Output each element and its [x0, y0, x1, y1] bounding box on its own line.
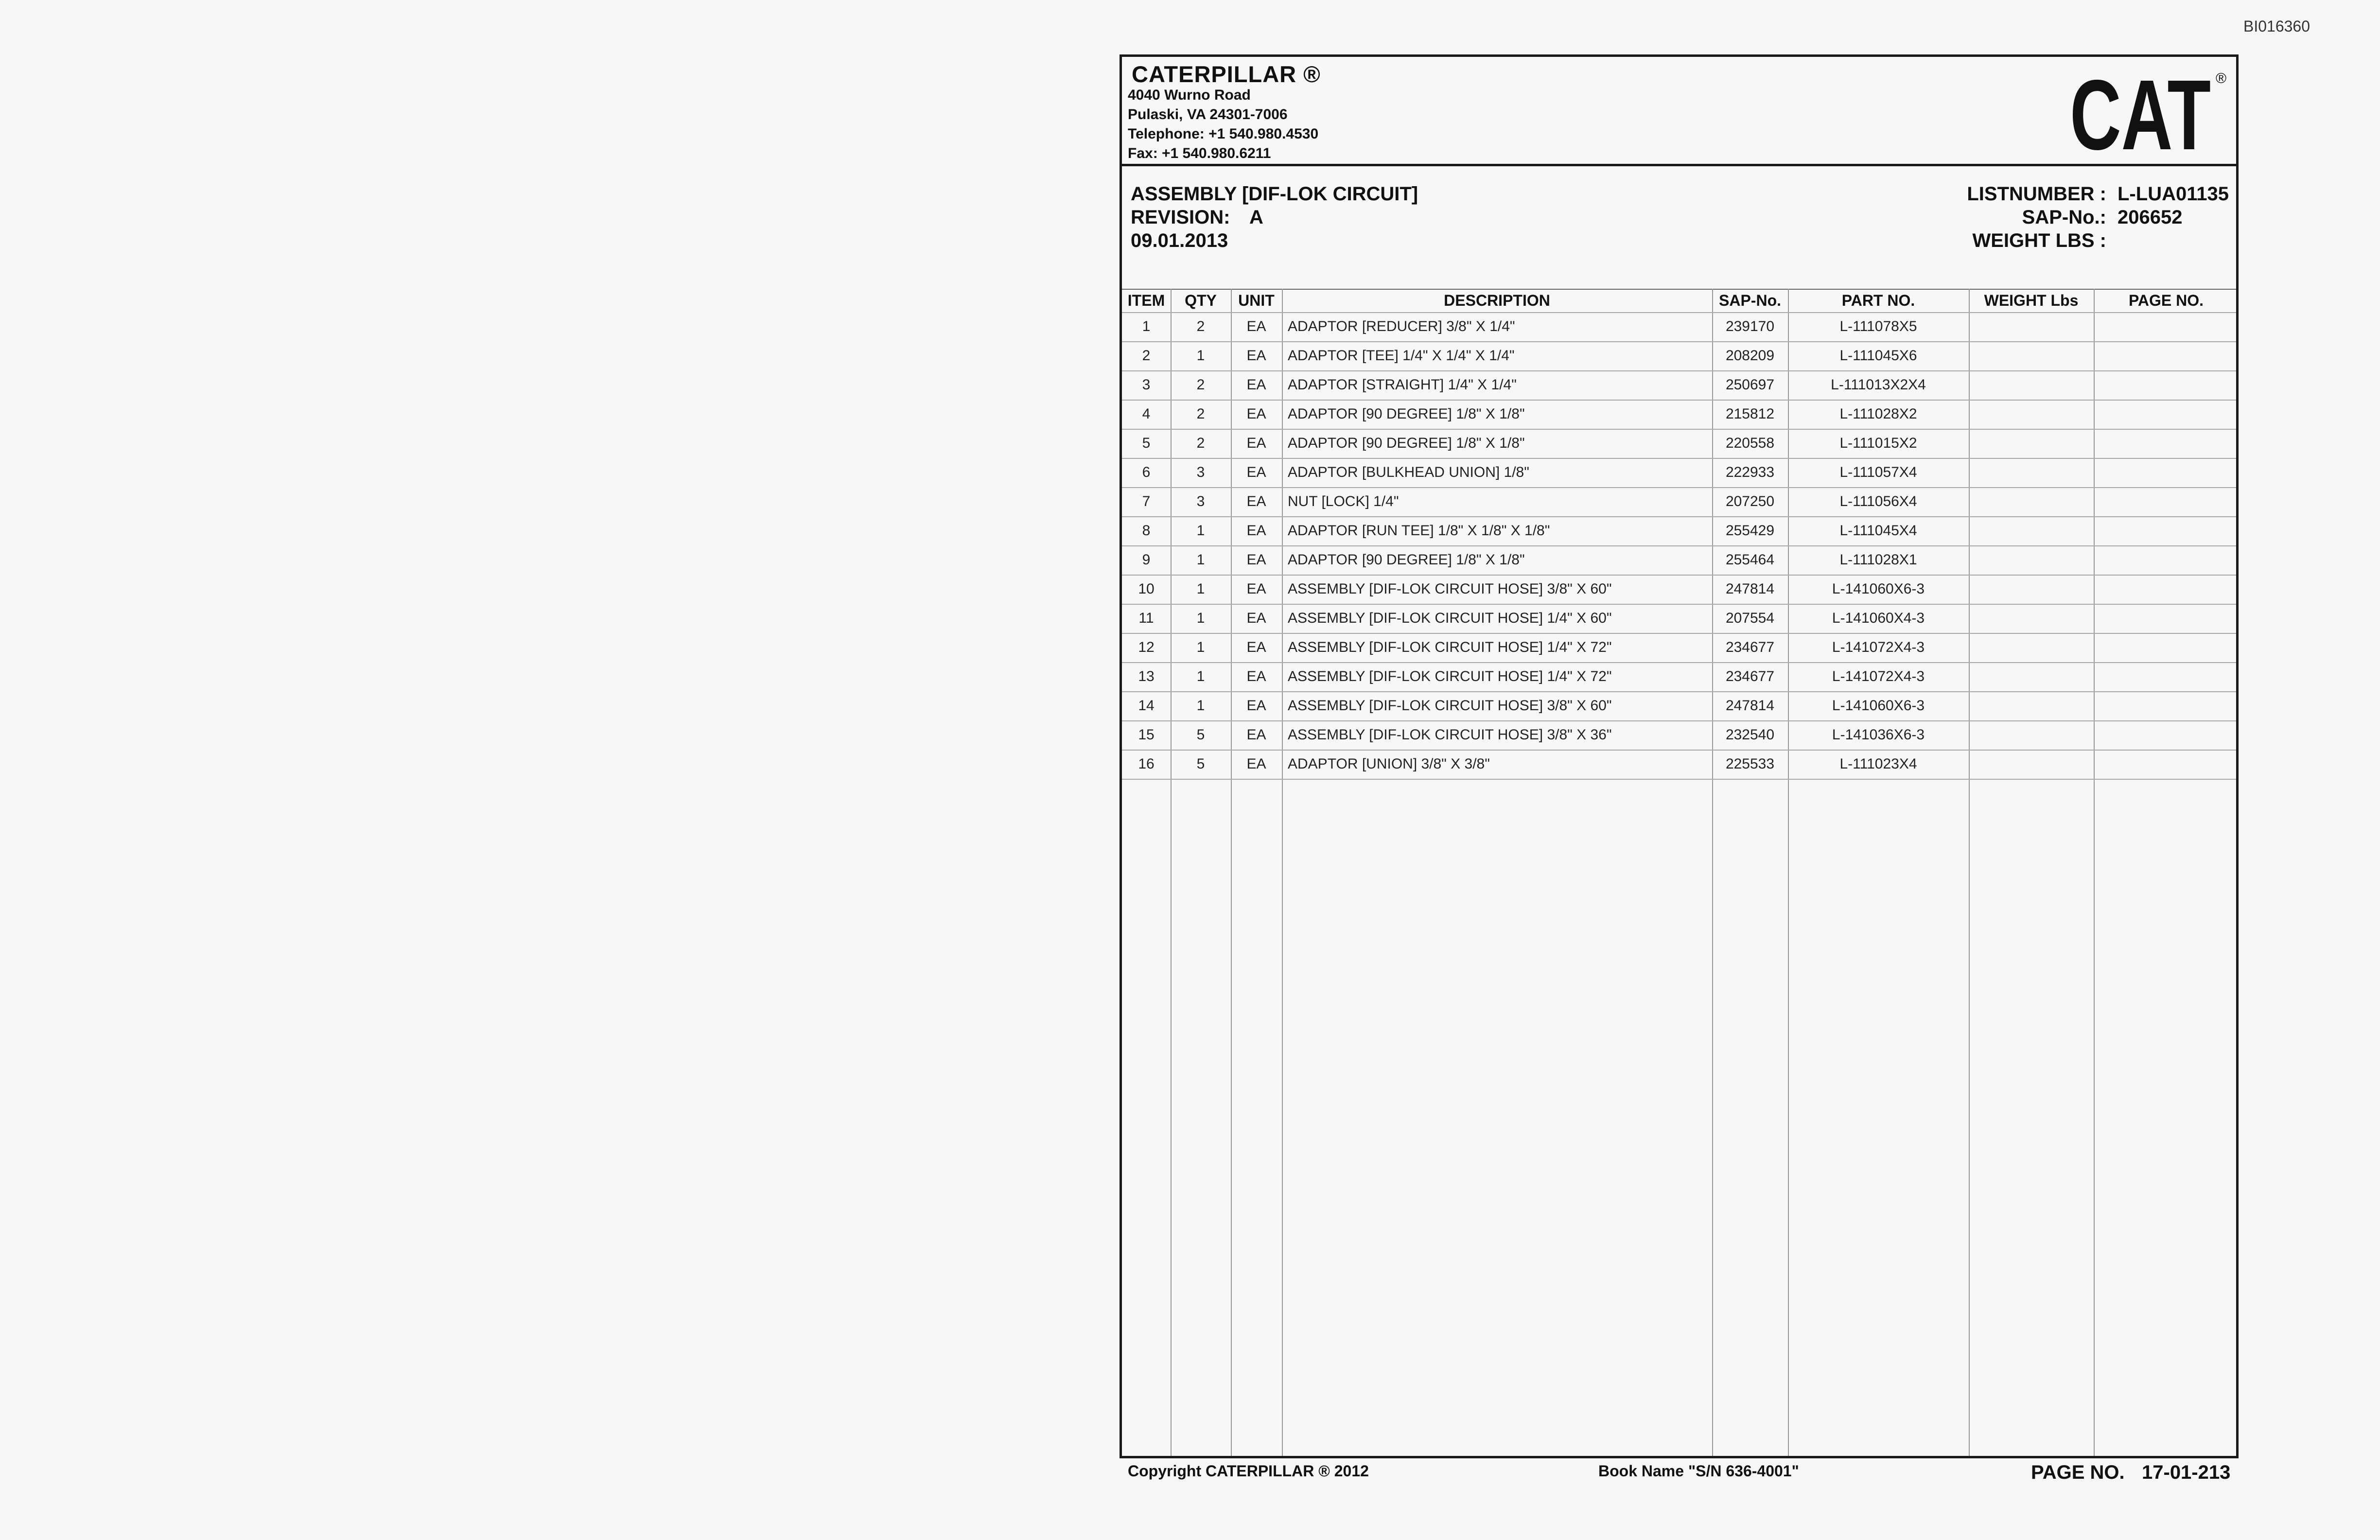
unit-cell: EA — [1246, 639, 1266, 655]
description-cell: ADAPTOR [REDUCER] 3/8" X 1/4" — [1288, 318, 1515, 334]
item-cell: 16 — [1138, 756, 1155, 772]
sap-no-cell: 215812 — [1725, 406, 1775, 422]
header-sap-no: SAP-No. — [1719, 292, 1781, 309]
unit-cell: EA — [1246, 318, 1266, 334]
item-cell: 10 — [1138, 581, 1155, 597]
description-cell: ASSEMBLY [DIF-LOK CIRCUIT HOSE] 1/4" X 60" — [1288, 610, 1612, 626]
logo-registered-mark: ® — [2216, 70, 2227, 87]
qty-cell: 2 — [1196, 435, 1205, 451]
description-cell: ADAPTOR [TEE] 1/4" X 1/4" X 1/4" — [1288, 348, 1515, 364]
item-cell: 15 — [1138, 727, 1155, 743]
table-row — [1122, 370, 2236, 400]
qty-cell: 1 — [1196, 698, 1205, 714]
description-cell: ADAPTOR [90 DEGREE] 1/8" X 1/8" — [1288, 406, 1525, 422]
unit-cell: EA — [1246, 698, 1266, 714]
sap-no-cell: 220558 — [1725, 435, 1775, 451]
qty-cell: 5 — [1196, 756, 1205, 772]
unit-cell: EA — [1246, 552, 1266, 568]
sap-no-cell: 247814 — [1725, 698, 1775, 714]
sap-no-cell: 234677 — [1725, 639, 1775, 655]
page-number-label: PAGE NO. — [2031, 1462, 2125, 1483]
sap-no-cell: 250697 — [1725, 377, 1775, 393]
address-line: Pulaski, VA 24301-7006 — [1128, 106, 1288, 122]
document-date: 09.01.2013 — [1131, 230, 1228, 251]
sap-label: SAP-No.: — [2022, 207, 2106, 228]
item-cell: 5 — [1142, 435, 1151, 451]
qty-cell: 1 — [1196, 348, 1205, 364]
table-row — [1122, 720, 2236, 750]
part-no-cell: L-111013X2X4 — [1831, 377, 1926, 393]
description-cell: ASSEMBLY [DIF-LOK CIRCUIT HOSE] 3/8" X 60" — [1288, 581, 1612, 597]
parts-table — [1122, 289, 2236, 1456]
unit-cell: EA — [1246, 348, 1266, 364]
sap-no-cell: 255464 — [1725, 552, 1775, 568]
item-cell: 8 — [1142, 523, 1151, 539]
table-row — [1122, 545, 2236, 575]
item-cell: 1 — [1142, 318, 1151, 334]
item-cell: 11 — [1138, 610, 1154, 626]
listnumber-value: L-LUA01135 — [2118, 183, 2229, 205]
header-qty: QTY — [1185, 292, 1217, 309]
unit-cell: EA — [1246, 493, 1266, 509]
table-row — [1122, 429, 2236, 458]
company-header — [1122, 57, 2236, 166]
telephone-line: Telephone: +1 540.980.4530 — [1128, 126, 1319, 142]
item-cell: 12 — [1138, 639, 1155, 655]
qty-cell: 1 — [1196, 639, 1205, 655]
listnumber-label: LISTNUMBER : — [1967, 183, 2106, 205]
assembly-title: ASSEMBLY [DIF-LOK CIRCUIT] — [1131, 183, 1418, 205]
table-row — [1122, 662, 2236, 691]
sap-no-cell: 247814 — [1725, 581, 1775, 597]
table-row — [1122, 691, 2236, 720]
book-name: Book Name "S/N 636-4001" — [1598, 1462, 1799, 1480]
part-no-cell: L-111056X4 — [1839, 493, 1917, 509]
description-cell: ADAPTOR [UNION] 3/8" X 3/8" — [1288, 756, 1490, 772]
part-no-cell: L-141036X6-3 — [1832, 727, 1925, 743]
revision-label: REVISION: — [1131, 207, 1230, 228]
page-number-value: 17-01-213 — [2142, 1462, 2231, 1483]
item-cell: 3 — [1142, 377, 1151, 393]
header-weight: WEIGHT Lbs — [1984, 292, 2079, 309]
cat-logo — [2070, 67, 2230, 159]
header-page-no: PAGE NO. — [2128, 292, 2204, 309]
part-no-cell: L-141060X6-3 — [1832, 581, 1925, 597]
table-row — [1122, 633, 2236, 662]
qty-cell: 1 — [1196, 610, 1205, 626]
weight-label: WEIGHT LBS : — [1972, 230, 2106, 251]
cat-logo-text: CAT — [2070, 67, 2211, 159]
description-cell: NUT [LOCK] 1/4" — [1288, 493, 1399, 509]
part-no-cell: L-111045X6 — [1839, 348, 1917, 364]
item-cell: 9 — [1142, 552, 1151, 568]
part-no-cell: L-141060X6-3 — [1832, 698, 1925, 714]
part-no-cell: L-111028X2 — [1839, 406, 1917, 422]
sap-no-cell: 207554 — [1725, 610, 1775, 626]
qty-cell: 3 — [1196, 493, 1205, 509]
revision-value: A — [1249, 207, 1263, 228]
qty-cell: 2 — [1196, 377, 1205, 393]
part-no-cell: L-141072X4-3 — [1832, 639, 1925, 655]
sap-no-cell: 234677 — [1725, 668, 1775, 684]
unit-cell: EA — [1246, 435, 1266, 451]
unit-cell: EA — [1246, 464, 1266, 480]
table-row — [1122, 750, 2236, 779]
sap-no-cell: 232540 — [1725, 727, 1775, 743]
sap-value: 206652 — [2118, 207, 2183, 228]
unit-cell: EA — [1246, 668, 1266, 684]
table-row — [1122, 516, 2236, 545]
unit-cell: EA — [1246, 756, 1266, 772]
qty-cell: 3 — [1196, 464, 1205, 480]
qty-cell: 1 — [1196, 668, 1205, 684]
description-cell: ADAPTOR [90 DEGREE] 1/8" X 1/8" — [1288, 435, 1525, 451]
table-row — [1122, 341, 2236, 370]
sap-no-cell: 225533 — [1725, 756, 1775, 772]
parts-list-sheet — [1120, 54, 2239, 1483]
sap-no-cell: 207250 — [1725, 493, 1775, 509]
unit-cell: EA — [1246, 581, 1266, 597]
part-no-cell: L-111023X4 — [1839, 756, 1917, 772]
title-block — [1122, 164, 2236, 289]
description-cell: ASSEMBLY [DIF-LOK CIRCUIT HOSE] 1/4" X 72" — [1288, 639, 1612, 655]
part-no-cell: L-111057X4 — [1839, 464, 1917, 480]
qty-cell: 2 — [1196, 406, 1205, 422]
description-cell: ASSEMBLY [DIF-LOK CIRCUIT HOSE] 3/8" X 60" — [1288, 698, 1612, 714]
qty-cell: 1 — [1196, 581, 1205, 597]
part-no-cell: L-111015X2 — [1839, 435, 1917, 451]
part-no-cell: L-141060X4-3 — [1832, 610, 1925, 626]
sap-no-cell: 239170 — [1725, 318, 1775, 334]
company-name: CATERPILLAR ® — [1132, 61, 1321, 87]
document-id: BI016360 — [2243, 18, 2310, 35]
description-cell: ADAPTOR [RUN TEE] 1/8" X 1/8" X 1/8" — [1288, 523, 1550, 539]
unit-cell: EA — [1246, 610, 1266, 626]
description-cell: ASSEMBLY [DIF-LOK CIRCUIT HOSE] 1/4" X 72" — [1288, 668, 1612, 684]
item-cell: 14 — [1138, 698, 1155, 714]
item-cell: 6 — [1142, 464, 1151, 480]
part-no-cell: L-111045X4 — [1839, 523, 1917, 539]
table-row — [1122, 575, 2236, 604]
unit-cell: EA — [1246, 377, 1266, 393]
table-row — [1122, 400, 2236, 429]
address-line: 4040 Wurno Road — [1128, 87, 1251, 103]
table-row — [1122, 604, 2236, 633]
description-cell: ADAPTOR [STRAIGHT] 1/4" X 1/4" — [1288, 377, 1517, 393]
item-cell: 2 — [1142, 348, 1151, 364]
part-no-cell: L-111028X1 — [1839, 552, 1917, 568]
table-row — [1122, 458, 2236, 487]
table-row — [1122, 312, 2236, 341]
description-cell: ASSEMBLY [DIF-LOK CIRCUIT HOSE] 3/8" X 36" — [1288, 727, 1612, 743]
fax-line: Fax: +1 540.980.6211 — [1128, 145, 1271, 161]
sap-no-cell: 255429 — [1725, 523, 1775, 539]
item-cell: 4 — [1142, 406, 1151, 422]
header-unit: UNIT — [1238, 292, 1275, 309]
unit-cell: EA — [1246, 727, 1266, 743]
header-part-no: PART NO. — [1841, 292, 1915, 309]
header-description: DESCRIPTION — [1444, 292, 1550, 309]
sap-no-cell: 222933 — [1725, 464, 1775, 480]
item-cell: 13 — [1138, 668, 1155, 684]
part-no-cell: L-141072X4-3 — [1832, 668, 1925, 684]
unit-cell: EA — [1246, 406, 1266, 422]
qty-cell: 1 — [1196, 552, 1205, 568]
unit-cell: EA — [1246, 523, 1266, 539]
qty-cell: 1 — [1196, 523, 1205, 539]
table-row — [1122, 487, 2236, 516]
item-cell: 7 — [1142, 493, 1151, 509]
qty-cell: 2 — [1196, 318, 1205, 334]
sap-no-cell: 208209 — [1725, 348, 1775, 364]
copyright-notice: Copyright CATERPILLAR ® 2012 — [1128, 1462, 1369, 1480]
description-cell: ADAPTOR [90 DEGREE] 1/8" X 1/8" — [1288, 552, 1525, 568]
header-item: ITEM — [1127, 292, 1165, 309]
qty-cell: 5 — [1196, 727, 1205, 743]
description-cell: ADAPTOR [BULKHEAD UNION] 1/8" — [1288, 464, 1529, 480]
part-no-cell: L-111078X5 — [1839, 318, 1917, 334]
